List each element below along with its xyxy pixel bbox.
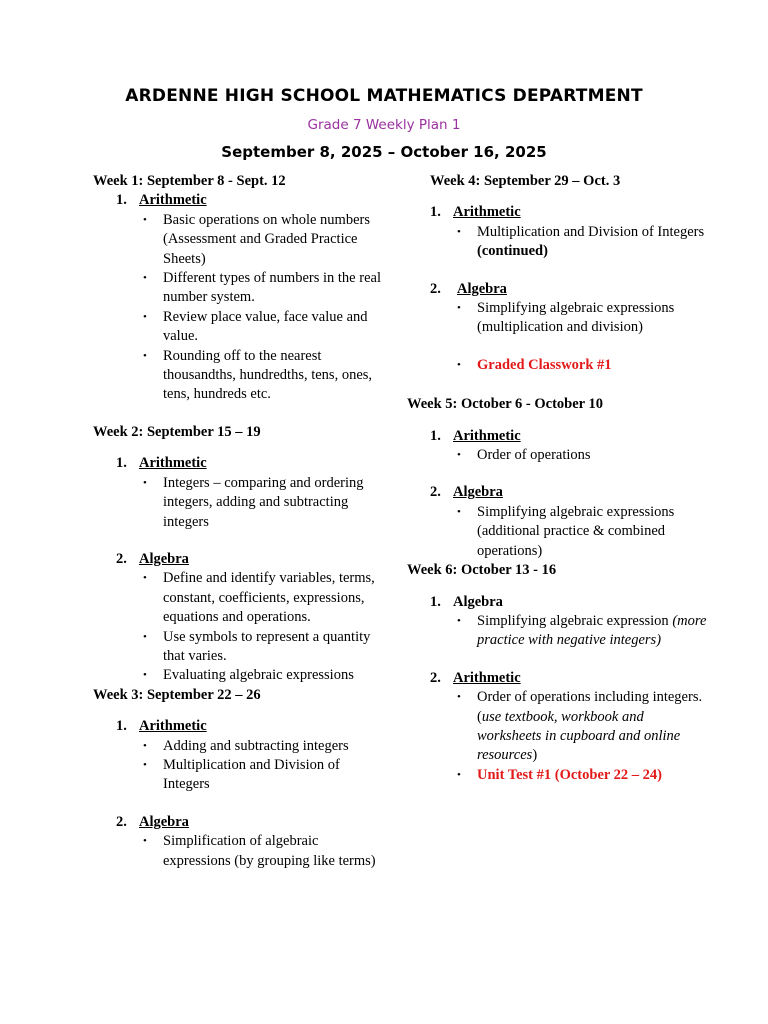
bullet-icon: • xyxy=(143,630,147,643)
list-item-text: Review place value, face value and value. xyxy=(163,308,368,345)
bullet-icon: • xyxy=(143,758,147,771)
topic-name: Algebra xyxy=(453,484,503,501)
week-5-topic-algebra xyxy=(430,483,707,502)
list-item xyxy=(139,628,383,667)
list-item-text: Order of operations xyxy=(477,447,591,464)
list-item-text-main: Simplifying algebraic expression xyxy=(477,612,673,629)
topic-name: Algebra xyxy=(139,550,189,567)
graded-classwork-note: Graded Classwork #1 xyxy=(477,356,612,373)
document-title: ARDENNE HIGH SCHOOL MATHEMATICS DEPARTMENT xyxy=(125,86,643,106)
list-item-text: Define and identify variables, terms, constant, coefficients, expressions, equations and operations. xyxy=(163,570,375,626)
document-subtitle: Grade 7 Weekly Plan 1 xyxy=(307,117,461,133)
list-item-text: Use symbols to represent a quantity that varies. xyxy=(163,628,371,664)
week-2-heading: Week 2: September 15 – 19 xyxy=(93,423,261,440)
week-3-topic-arithmetic xyxy=(116,717,383,736)
bullet-icon: • xyxy=(457,358,461,371)
list-item xyxy=(453,612,707,651)
list-item-text xyxy=(477,688,707,766)
bullet-icon: • xyxy=(143,476,147,489)
list-item xyxy=(453,688,707,766)
bullet-icon: • xyxy=(457,225,461,238)
list-item-text: Evaluating algebraic expressions xyxy=(163,667,354,684)
list-item xyxy=(139,269,383,308)
week-3-topic-algebra xyxy=(116,813,383,832)
topic-number: 1. xyxy=(430,593,441,610)
list-item-text-main: Order of operations including integers. xyxy=(477,689,703,706)
list-item-text xyxy=(477,223,707,262)
list-item-text-main: Multiplication and Division of Integers xyxy=(477,223,705,240)
topic-name: Algebra xyxy=(457,280,507,297)
list-item-text: Integers – comparing and ordering integers, adding and subtracting integers xyxy=(163,474,364,530)
list-item-text: Different types of numbers in the real number system. xyxy=(163,270,381,306)
list-item xyxy=(453,503,707,561)
list-item-text xyxy=(477,612,707,651)
week-6-topic-arithmetic xyxy=(430,669,707,688)
list-item xyxy=(139,347,383,405)
week-3-heading: Week 3: September 22 – 26 xyxy=(93,686,261,703)
list-item-text: Simplifying algebraic expressions (multiplication and division) xyxy=(477,300,675,336)
topic-name: Arithmetic xyxy=(139,455,207,472)
list-item xyxy=(453,766,707,785)
bullet-icon: • xyxy=(457,302,461,315)
list-item xyxy=(139,211,383,269)
bullet-icon: • xyxy=(143,739,147,752)
week-2-topic-arithmetic xyxy=(116,454,383,473)
paren-open: ( xyxy=(477,708,482,725)
list-item xyxy=(139,737,383,756)
continued-note: (continued) xyxy=(477,243,548,260)
topic-number: 2. xyxy=(430,280,441,297)
week-1-topic-arithmetic xyxy=(116,191,383,210)
week-4-topic-algebra xyxy=(430,280,707,299)
italic-note: (more practice with negative integers) xyxy=(477,612,707,649)
list-item-text: Adding and subtracting integers xyxy=(163,737,349,754)
bullet-icon: • xyxy=(457,768,461,781)
paren-close: ) xyxy=(532,747,538,764)
right-column xyxy=(407,172,707,785)
topic-name: Arithmetic xyxy=(453,204,521,221)
bullet-icon: • xyxy=(143,835,147,848)
topic-name: Arithmetic xyxy=(139,718,207,735)
bullet-icon: • xyxy=(143,349,147,362)
list-item xyxy=(453,356,707,375)
bullet-icon: • xyxy=(457,614,461,627)
bullet-icon: • xyxy=(143,272,147,285)
week-1-heading: Week 1: September 8 - Sept. 12 xyxy=(93,173,286,189)
bullet-icon: • xyxy=(143,572,147,585)
week-4-topic-arithmetic xyxy=(430,203,707,222)
topic-number: 1. xyxy=(430,427,441,444)
list-item-text: Simplifying algebraic expressions (additional practice & combined operations) xyxy=(477,503,675,559)
topic-number: 2. xyxy=(430,669,441,686)
week-6-heading: Week 6: October 13 - 16 xyxy=(407,562,557,579)
bullet-icon: • xyxy=(143,213,147,226)
topic-name: Algebra xyxy=(139,813,189,830)
list-item-text: Multiplication and Division of Integers xyxy=(163,756,340,793)
unit-test-note: Unit Test #1 (October 22 – 24) xyxy=(477,766,663,783)
topic-number: 1. xyxy=(116,718,127,735)
topic-name: Arithmetic xyxy=(139,192,207,209)
topic-name: Arithmetic xyxy=(453,427,521,444)
topic-name: Arithmetic xyxy=(453,669,521,686)
topic-name: Algebra xyxy=(453,593,503,610)
topic-number: 2. xyxy=(116,550,127,567)
list-item xyxy=(453,223,707,262)
list-item xyxy=(453,446,707,465)
resources-note: use textbook, workbook and worksheets in cupboard and online resources xyxy=(477,708,681,764)
week-4-heading: Week 4: September 29 – Oct. 3 xyxy=(430,173,621,189)
list-item xyxy=(139,832,383,871)
list-item-text: Rounding off to the nearest thousandths, hundredths, tens, ones, tens, hundreds etc. xyxy=(163,347,373,403)
list-item-text: Basic operations on whole numbers (Assessment and Graded Practice Sheets) xyxy=(163,211,370,267)
bullet-icon: • xyxy=(457,505,461,518)
left-column xyxy=(93,172,383,871)
topic-number: 1. xyxy=(116,455,127,472)
topic-number: 1. xyxy=(430,204,441,221)
date-range: September 8, 2025 – October 16, 2025 xyxy=(221,143,547,161)
list-item xyxy=(139,756,383,795)
week-5-heading: Week 5: October 6 - October 10 xyxy=(407,396,603,413)
list-item-text: Simplification of algebraic expressions (by grouping like terms) xyxy=(163,833,376,869)
topic-number: 2. xyxy=(116,813,127,830)
week-5-topic-arithmetic xyxy=(430,427,707,446)
topic-number: 1. xyxy=(116,192,127,209)
bullet-icon: • xyxy=(457,691,461,704)
list-item xyxy=(139,308,383,347)
list-item xyxy=(453,299,707,338)
list-item xyxy=(139,666,383,685)
list-item xyxy=(139,569,383,627)
bullet-icon: • xyxy=(143,310,147,323)
bullet-icon: • xyxy=(143,669,147,682)
week-6-topic-algebra xyxy=(430,593,707,612)
list-item xyxy=(139,474,383,532)
topic-number: 2. xyxy=(430,484,441,501)
week-2-topic-algebra xyxy=(116,550,383,569)
bullet-icon: • xyxy=(457,449,461,462)
